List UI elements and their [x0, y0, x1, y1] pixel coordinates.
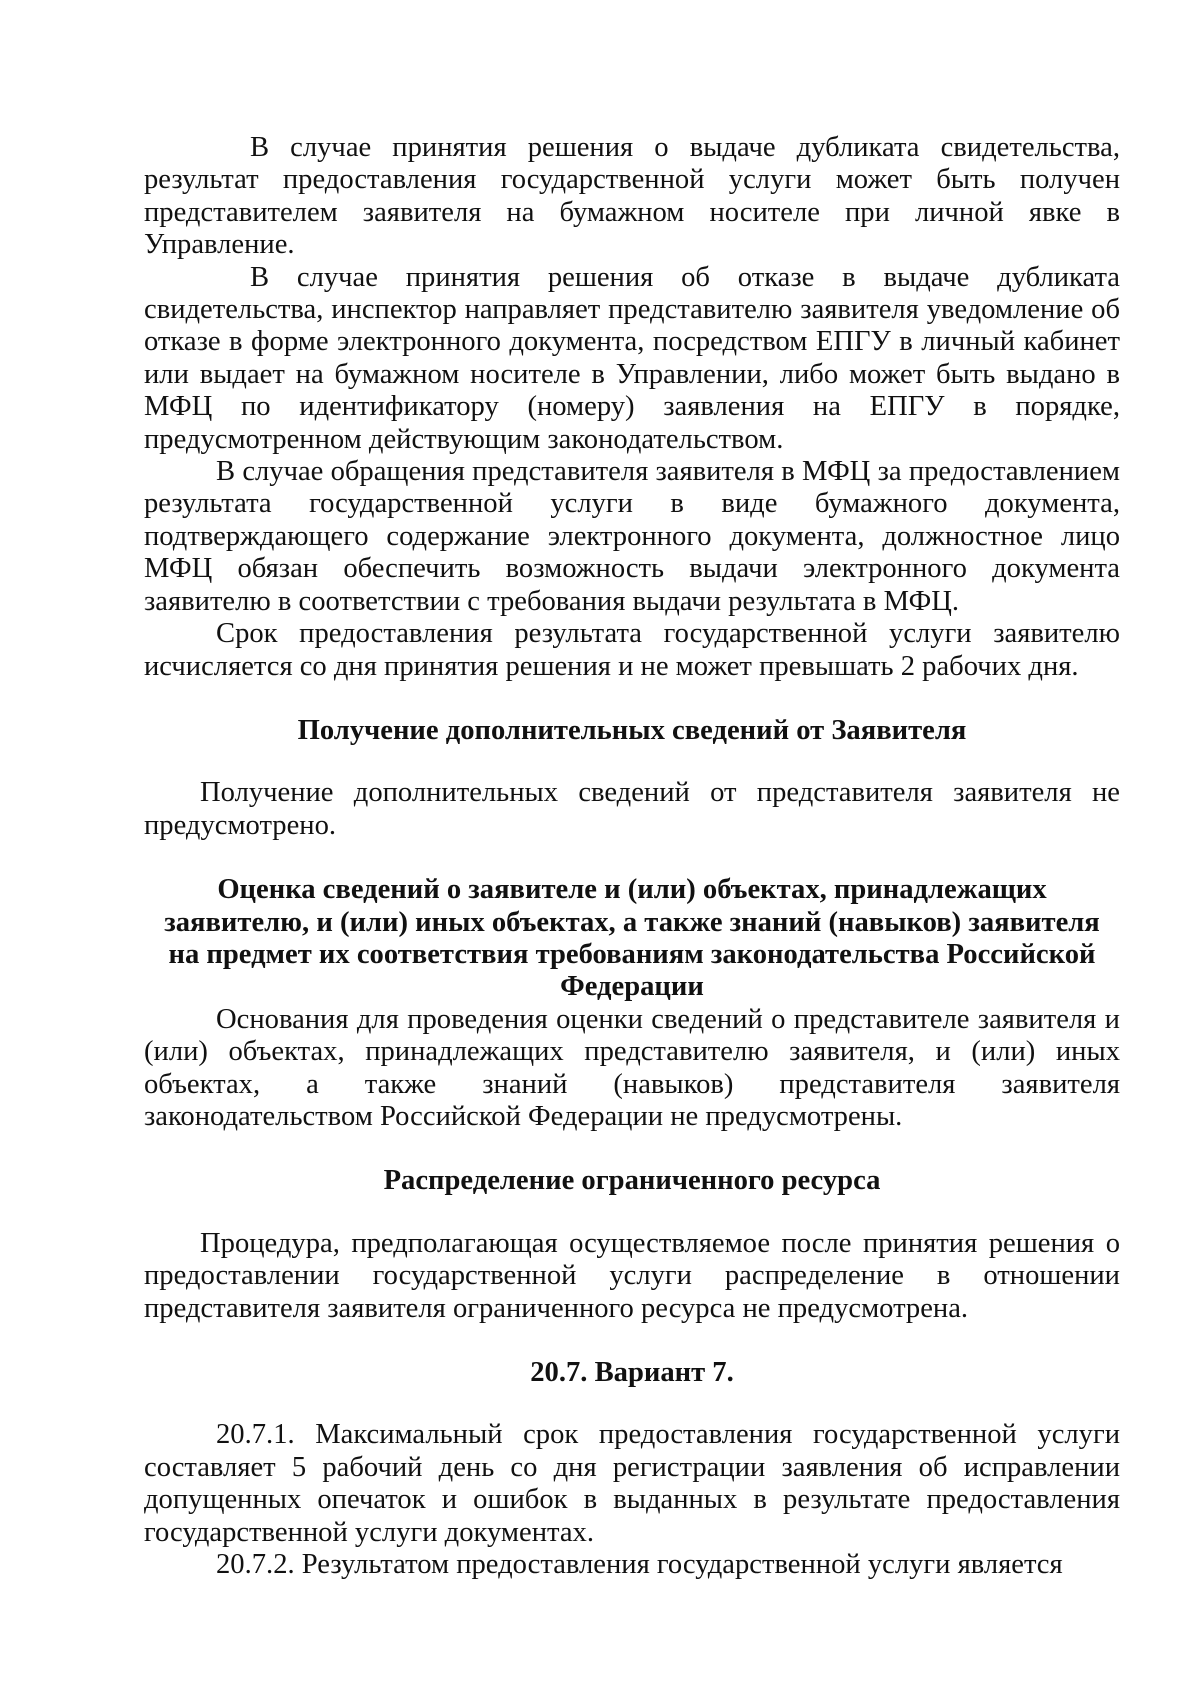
spacer [144, 842, 1120, 874]
heading-assessment: Оценка сведений о заявителе и (или) объектах, принадлежащих заявителю, и (или) иных объектах, а также знаний (навыков) заявителя на предмет их соответствия требованиям законодательства Российской Федерации [164, 874, 1100, 1003]
paragraph-result-deadline: Срок предоставления результата государственной услуги заявителю исчисляется со дня принятия решения и не может превышать 2 рабочих дня. [144, 618, 1120, 682]
paragraph-resource-distribution: Процедура, предполагающая осуществляемое после принятия решения о предоставлении государственной услуги распределение в отношении представителя заявителя ограниченного ресурса не предусмотрена. [144, 1227, 1120, 1324]
paragraph-variant-7-2: 20.7.2. Результатом предоставления государственной услуги является [216, 1549, 1063, 1581]
heading-variant-7: 20.7. Вариант 7. [530, 1357, 734, 1388]
paragraph-additional-info: Получение дополнительных сведений от представителя заявителя не предусмотрено. [144, 777, 1120, 841]
paragraph-duplicate-refused: В случае принятия решения об отказе в выдаче дубликата свидетельства, инспектор направляет представителю заявителя уведомление об отказе в форме электронного документа, посредством ЕПГУ в личный кабинет или выдает на бумажном носителе в Управлении, либо может быть выдано в МФЦ по идентификатору (номеру) заявления на ЕПГУ в порядке, предусмотренном действующим законодательством. [144, 261, 1120, 455]
spacer [144, 1198, 1120, 1228]
spacer [144, 1133, 1120, 1165]
heading-additional-info: Получение дополнительных сведений от Заявителя [297, 714, 967, 746]
paragraph-mfc-request: В случае обращения представителя заявителя в МФЦ за предоставлением результата государственной услуги в виде бумажного документа, подтверждающего содержание электронного документа, должностное лицо МФЦ обязан обеспечить возможность выдачи электронного документа заявителю в соответствии с требования выдачи результата в МФЦ. [144, 456, 1120, 617]
spacer [144, 1325, 1120, 1357]
paragraph-variant-7-1: 20.7.1. Максимальный срок предоставления государственной услуги составляет 5 рабочий день со дня регистрации заявления об исправлении допущенных опечаток и ошибок в выданных в результате предоставления государственной услуги документах. [144, 1419, 1120, 1548]
spacer [144, 747, 1120, 777]
spacer [144, 1389, 1120, 1419]
paragraph-assessment: Основания для проведения оценки сведений о представителе заявителя и (или) объектах, принадлежащих представителю заявителя, и (или) иных объектах, а также знаний (навыков) представителя заявителя законодательством Российской Федерации не предусмотрены. [144, 1003, 1120, 1132]
heading-resource-distribution: Распределение ограниченного ресурса [383, 1165, 881, 1197]
spacer [144, 683, 1120, 715]
paragraph-duplicate-issued: В случае принятия решения о выдаче дубликата свидетельства, результат предоставления государственной услуги может быть получен представителем заявителя на бумажном носителе при личной явке в Управление. [144, 132, 1120, 261]
document-page [144, 132, 1120, 1581]
